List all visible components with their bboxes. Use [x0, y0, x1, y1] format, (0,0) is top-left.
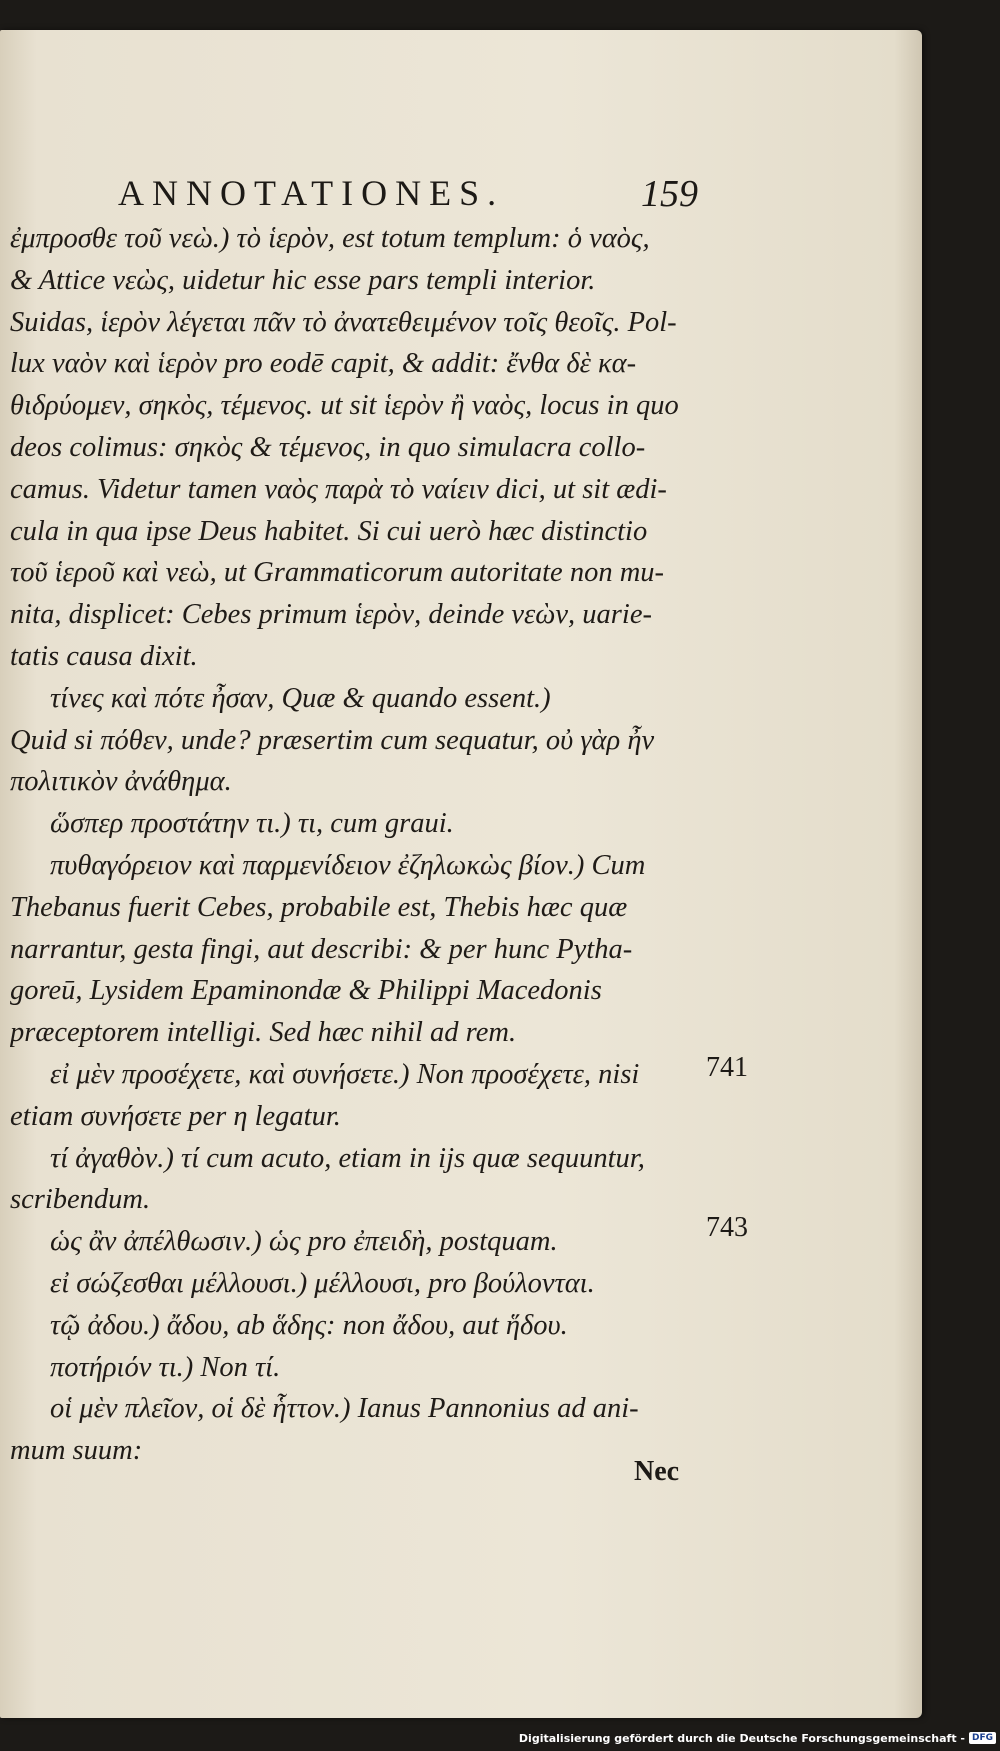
- margin-note: 741: [706, 1052, 748, 1083]
- text-line: goreū, Lysidem Epaminondæ & Philippi Macedonis: [10, 975, 602, 1007]
- lemma-line: ὥσπερ προστάτην τι.) τι, cum graui.: [50, 808, 454, 840]
- lemma-line: ὡς ἂν ἀπέλθωσιν.) ὡς pro ἐπειδὴ, postquam.: [50, 1226, 558, 1258]
- text-line: etiam συνήσετε per η legatur.: [10, 1100, 341, 1132]
- text-line: τοῦ ἱεροῦ καὶ νεὼ, ut Grammaticorum autoritate non mu-: [10, 557, 665, 589]
- dfg-logo-icon: DFG: [969, 1732, 996, 1744]
- text-line: scribendum.: [10, 1184, 151, 1216]
- text-line: lux ναὸν καὶ ἱερὸν pro eodē capit, & addit: ἔνθα δὲ κα-: [10, 348, 637, 380]
- margin-note: 743: [706, 1212, 748, 1243]
- lemma-line: εἰ σώζεσθαι μέλλουσι.) μέλλουσι, pro βούλονται.: [50, 1267, 595, 1299]
- lemma-line: πυθαγόρειον καὶ παρμενίδειον ἐζηλωκὼς βίον.) Cum: [50, 849, 646, 881]
- text-line: Thebanus fuerit Cebes, probabile est, Thebis hæc quæ: [10, 891, 628, 923]
- catchword: Nec: [634, 1456, 680, 1487]
- text-line: cula in qua ipse Deus habitet. Si cui uerò hæc distinctio: [10, 515, 648, 547]
- text-line: tatis causa dixit.: [10, 640, 198, 672]
- annotation-text: [10, 218, 700, 1472]
- running-title: ANNOTATIONES.: [118, 173, 505, 213]
- lemma-line: τίνες καὶ πότε ἦσαν, Quæ & quando essent.): [50, 682, 551, 714]
- text-line: mum suum:: [10, 1435, 143, 1467]
- text-line: Quid si πόθεν, unde? præsertim cum sequatur, οὐ γὰρ ἦν: [10, 724, 655, 756]
- lemma-line: τί ἀγαθὸν.) τί cum acuto, etiam in ijs quæ sequuntur,: [50, 1142, 645, 1174]
- text-line: præceptorem intelligi. Sed hæc nihil ad rem.: [10, 1017, 517, 1049]
- text-line: narrantur, gesta fingi, aut describi: & per hunc Pytha-: [10, 933, 633, 965]
- text-line: θιδρύομεν, σηκὸς, τέμενος. ut sit ἱερὸν ἢ ναὸς, locus in quo: [10, 390, 679, 422]
- digitization-footer: [519, 1729, 996, 1747]
- lemma-line: οἱ μὲν πλεῖον, οἱ δὲ ἧττον.) Ianus Pannonius ad ani-: [50, 1393, 639, 1425]
- lemma-line: τῷ ἀδου.) ἄδου, ab ἅδης: non ἄδου, aut ἥδου.: [50, 1309, 568, 1341]
- page-number: 159: [641, 173, 698, 215]
- text-line: ἐμπροσθε τοῦ νεὼ.) τὸ ἱερὸν, est totum templum: ὁ ναὸς,: [10, 223, 650, 254]
- text-line: & Attice νεὼς, uidetur hic esse pars templi interior.: [10, 264, 596, 296]
- text-line: Suidas, ἱερὸν λέγεται πᾶν τὸ ἀνατεθειμένον τοῖς θεοῖς. Pol-: [10, 306, 677, 338]
- lemma-line: ποτήριόν τι.) Non τί.: [50, 1351, 281, 1383]
- lemma-line: εἰ μὲν προσέχετε, καὶ συνήσετε.) Non προσέχετε, nisi: [50, 1058, 640, 1090]
- text-line: deos colimus: σηκὸς & τέμενος, in quo simulacra collo-: [10, 431, 646, 463]
- text-line: πολιτικὸν ἀνάθημα.: [10, 766, 232, 798]
- funding-notice: Digitalisierung gefördert durch die Deutsche Forschungsgemeinschaft -: [518, 1731, 965, 1745]
- text-line: camus. Videtur tamen ναὸς παρὰ τὸ ναίειν dici, ut sit ædi-: [10, 473, 667, 505]
- text-line: nita, displicet: Cebes primum ἱερὸν, deinde νεὼν, uarie-: [10, 599, 652, 631]
